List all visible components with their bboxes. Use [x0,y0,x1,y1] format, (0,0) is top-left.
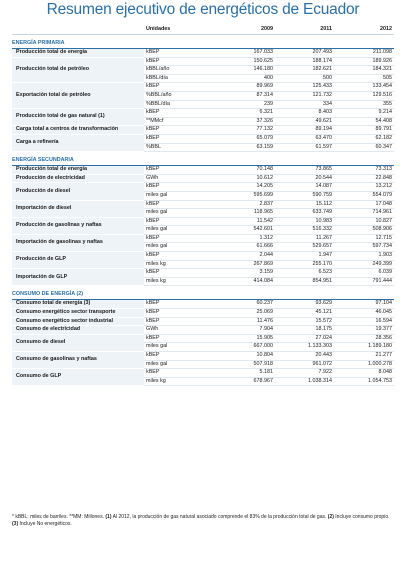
row-label: Producción de GLP [12,252,144,269]
value-cell-year-3: 6.039 [334,269,394,278]
header-empty [12,26,144,35]
unit-cell: miles gal [144,343,203,352]
footnote-ref-2: (2) [327,514,334,520]
value-cell-year-3: 597.734 [334,243,394,252]
value-cell-year-1: 6.321 [203,109,275,118]
value-cell-year-3: 17.048 [334,200,394,209]
value-cell-year-3: 46.045 [334,309,394,318]
unit-cell: kBEP [144,217,203,226]
value-cell-year-2: 121.732 [275,91,334,100]
value-cell-year-1: 414.084 [203,277,275,286]
value-cell-year-2: 516.332 [275,226,334,235]
footnote-intro: * kBBL: miles de barriles. **MM: Millones. [12,514,104,520]
value-cell-year-3: 129.516 [334,91,394,100]
value-cell-year-1: 25.069 [203,309,275,318]
row-label: Producción de gasolinas y naftas [12,217,144,234]
unit-cell: kBEP [144,134,203,143]
section-header-row [12,152,394,166]
table-row [12,109,394,118]
value-cell-year-1: 10.612 [203,174,275,183]
value-cell-year-2: 255.170 [275,260,334,269]
row-label: Producción total de gas natural (1) [12,109,144,126]
table-row [12,317,394,326]
value-cell-year-3: 19.377 [334,326,394,335]
value-cell-year-1: 595.699 [203,191,275,200]
row-label: Consumo total de energía (3) [12,300,144,309]
unit-cell: GWh [144,174,203,183]
row-label: Importación de diesel [12,200,144,217]
value-cell-year-3: 89.791 [334,126,394,135]
value-cell-year-1: 7.904 [203,326,275,335]
value-cell-year-3: 10.827 [334,217,394,226]
table-row [12,134,394,143]
unit-cell: miles kg [144,277,203,286]
value-cell-year-1: 63.159 [203,143,275,152]
row-label: Exportación total de petróleo [12,83,144,109]
row-label: Consumo de diesel [12,334,144,351]
value-cell-year-3: 12.715 [334,234,394,243]
value-cell-year-3: 184.321 [334,66,394,75]
table-row [12,166,394,175]
table-row [12,217,394,226]
value-cell-year-1: 15.905 [203,334,275,343]
footnote-text-2: Incluye consumo propio. [335,514,390,520]
table-row [12,300,394,309]
value-cell-year-1: 267.869 [203,260,275,269]
value-cell-year-1: 60.237 [203,300,275,309]
value-cell-year-1: 118.965 [203,209,275,218]
row-label: Consumo energético sector transporte [12,309,144,318]
value-cell-year-2: 334 [275,100,334,109]
value-cell-year-3: 133.454 [334,83,394,92]
section-title: ENERGÍA PRIMARIA [12,35,394,49]
value-cell-year-3: 22.848 [334,174,394,183]
unit-cell: kBEP [144,334,203,343]
unit-cell: miles kg [144,260,203,269]
value-cell-year-1: 2.837 [203,200,275,209]
value-cell-year-1: 65.079 [203,134,275,143]
header-year-1: 2009 [203,26,275,35]
unit-cell: kBEP [144,352,203,361]
value-cell-year-2: 11.267 [275,234,334,243]
unit-cell: kBEP [144,300,203,309]
value-cell-year-1: 542.601 [203,226,275,235]
value-cell-year-1: 507.918 [203,360,275,369]
value-cell-year-3: 714.961 [334,209,394,218]
row-label: Carga a refinería [12,134,144,151]
row-label: Consumo de GLP [12,369,144,386]
table-row [12,126,394,135]
row-label: Producción total de petróleo [12,57,144,83]
value-cell-year-3: 73.313 [334,166,394,175]
header-row [12,26,394,35]
unit-cell: kBEP [144,200,203,209]
unit-cell: %BBL/día [144,100,203,109]
unit-cell: kBEP [144,126,203,135]
value-cell-year-1: 1.312 [203,234,275,243]
value-cell-year-2: 89.194 [275,126,334,135]
footnote-ref-1: (1) [105,514,112,520]
row-label: Producción total de energía [12,49,144,58]
table-row [12,200,394,209]
value-cell-year-2: 61.597 [275,143,334,152]
value-cell-year-1: 667.000 [203,343,275,352]
value-cell-year-2: 854.951 [275,277,334,286]
value-cell-year-2: 27.024 [275,334,334,343]
value-cell-year-1: 167.033 [203,49,275,58]
section-header-row [12,286,394,300]
value-cell-year-1: 37.326 [203,117,275,126]
unit-cell: kBEP [144,317,203,326]
unit-cell: kBEP [144,309,203,318]
value-cell-year-3: 97.104 [334,300,394,309]
header-unidades: Unidades [144,26,203,35]
value-cell-year-1: 11.542 [203,217,275,226]
value-cell-year-2: 93.629 [275,300,334,309]
value-cell-year-1: 239 [203,100,275,109]
table-row [12,269,394,278]
table-row [12,252,394,261]
value-cell-year-1: 678.967 [203,377,275,386]
value-cell-year-1: 70.148 [203,166,275,175]
unit-cell: %BBL/año [144,91,203,100]
value-cell-year-1: 11.476 [203,317,275,326]
unit-cell: miles gal [144,226,203,235]
row-label: Consumo de electricidad [12,326,144,335]
unit-cell: kBEP [144,369,203,378]
value-cell-year-3: 355 [334,100,394,109]
value-cell-year-3: 16.594 [334,317,394,326]
value-cell-year-2: 49.621 [275,117,334,126]
unit-cell: kBEP [144,183,203,192]
row-label: Producción total de energía [12,166,144,175]
value-cell-year-2: 8.403 [275,109,334,118]
value-cell-year-3: 8.048 [334,369,394,378]
footnote-text-1: Al 2012, la producción de gas natural asociado comprende el 83% de la producción total de gas. [112,514,327,520]
value-cell-year-1: 14.205 [203,183,275,192]
value-cell-year-2: 529.657 [275,243,334,252]
value-cell-year-3: 1.054.753 [334,377,394,386]
value-cell-year-1: 150.625 [203,57,275,66]
value-cell-year-3: 13.212 [334,183,394,192]
unit-cell: kBEP [144,269,203,278]
unit-cell: kBEP [144,83,203,92]
table-row [12,57,394,66]
value-cell-year-2: 63.470 [275,134,334,143]
unit-cell: kBBL/día [144,74,203,83]
row-label: Consumo energético sector industrial [12,317,144,326]
unit-cell: miles gal [144,209,203,218]
unit-cell: %BBL [144,143,203,152]
unit-cell: kBEP [144,234,203,243]
value-cell-year-3: 1.903 [334,252,394,261]
value-cell-year-2: 188.174 [275,57,334,66]
footnote-ref-3: (3) [12,521,19,527]
unit-cell: miles gal [144,243,203,252]
row-label: Carga total a centros de transformación [12,126,144,135]
value-cell-year-2: 207.493 [275,49,334,58]
value-cell-year-2: 961.072 [275,360,334,369]
value-cell-year-1: 3.159 [203,269,275,278]
unit-cell: kBEP [144,57,203,66]
section-title: ENERGÍA SECUNDARIA [12,152,394,166]
value-cell-year-2: 1.947 [275,252,334,261]
header-year-3: 2012 [334,26,394,35]
unit-cell: **MMcf [144,117,203,126]
value-cell-year-1: 400 [203,74,275,83]
table-row [12,83,394,92]
value-cell-year-2: 15.572 [275,317,334,326]
value-cell-year-1: 87.314 [203,91,275,100]
value-cell-year-3: 21.277 [334,352,394,361]
value-cell-year-3: 791.444 [334,277,394,286]
row-label: Importación de gasolinas y naftas [12,234,144,251]
value-cell-year-2: 7.922 [275,369,334,378]
unit-cell: kBEP [144,252,203,261]
value-cell-year-2: 125.433 [275,83,334,92]
value-cell-year-2: 590.759 [275,191,334,200]
footnote-text-3: Incluye No energéticos. [19,521,72,527]
row-label: Producción de diesel [12,183,144,200]
table-body [12,35,394,386]
value-cell-year-3: 508.906 [334,226,394,235]
value-cell-year-2: 1.133.303 [275,343,334,352]
value-cell-year-2: 10.983 [275,217,334,226]
value-cell-year-2: 6.523 [275,269,334,278]
value-cell-year-2: 500 [275,74,334,83]
value-cell-year-3: 1.000.278 [334,360,394,369]
value-cell-year-1: 146.180 [203,66,275,75]
value-cell-year-1: 77.132 [203,126,275,135]
energy-summary-table [12,26,394,386]
table-row [12,174,394,183]
table-row [12,49,394,58]
row-label: Consumo de gasolinas y naftas [12,352,144,369]
unit-cell: kBEP [144,166,203,175]
value-cell-year-3: 505 [334,74,394,83]
table-row [12,369,394,378]
table-row [12,309,394,318]
value-cell-year-1: 5.181 [203,369,275,378]
value-cell-year-1: 2.044 [203,252,275,261]
value-cell-year-2: 1.038.314 [275,377,334,386]
value-cell-year-2: 182.621 [275,66,334,75]
value-cell-year-3: 249.399 [334,260,394,269]
value-cell-year-2: 20.544 [275,174,334,183]
value-cell-year-3: 28.356 [334,334,394,343]
unit-cell: miles kg [144,377,203,386]
value-cell-year-3: 211.098 [334,49,394,58]
unit-cell: kBEP [144,49,203,58]
row-label: Producción de electricidad [12,174,144,183]
unit-cell: miles gal [144,360,203,369]
value-cell-year-3: 189.926 [334,57,394,66]
unit-cell: GWh [144,326,203,335]
value-cell-year-2: 633.749 [275,209,334,218]
value-cell-year-2: 73.865 [275,166,334,175]
value-cell-year-2: 18.175 [275,326,334,335]
value-cell-year-3: 62.182 [334,134,394,143]
unit-cell: kBBL/año [144,66,203,75]
value-cell-year-1: 10.804 [203,352,275,361]
table-row [12,326,394,335]
row-label: Importación de GLP [12,269,144,286]
value-cell-year-2: 14.087 [275,183,334,192]
unit-cell: kBEP [144,109,203,118]
value-cell-year-1: 61.666 [203,243,275,252]
value-cell-year-3: 60.347 [334,143,394,152]
footnote [12,514,394,528]
value-cell-year-2: 20.443 [275,352,334,361]
value-cell-year-2: 45.121 [275,309,334,318]
value-cell-year-3: 54.408 [334,117,394,126]
header-year-2: 2011 [275,26,334,35]
value-cell-year-2: 15.112 [275,200,334,209]
table-row [12,234,394,243]
value-cell-year-3: 1.189.180 [334,343,394,352]
table-row [12,334,394,343]
table-row [12,183,394,192]
page-title: Resumen ejecutivo de energéticos de Ecuador [46,1,360,18]
value-cell-year-1: 89.969 [203,83,275,92]
value-cell-year-3: 554.079 [334,191,394,200]
section-title: CONSUMO DE ENERGÍA (2) [12,286,394,300]
section-header-row [12,35,394,49]
value-cell-year-3: 9.214 [334,109,394,118]
unit-cell: miles gal [144,191,203,200]
table-row [12,352,394,361]
